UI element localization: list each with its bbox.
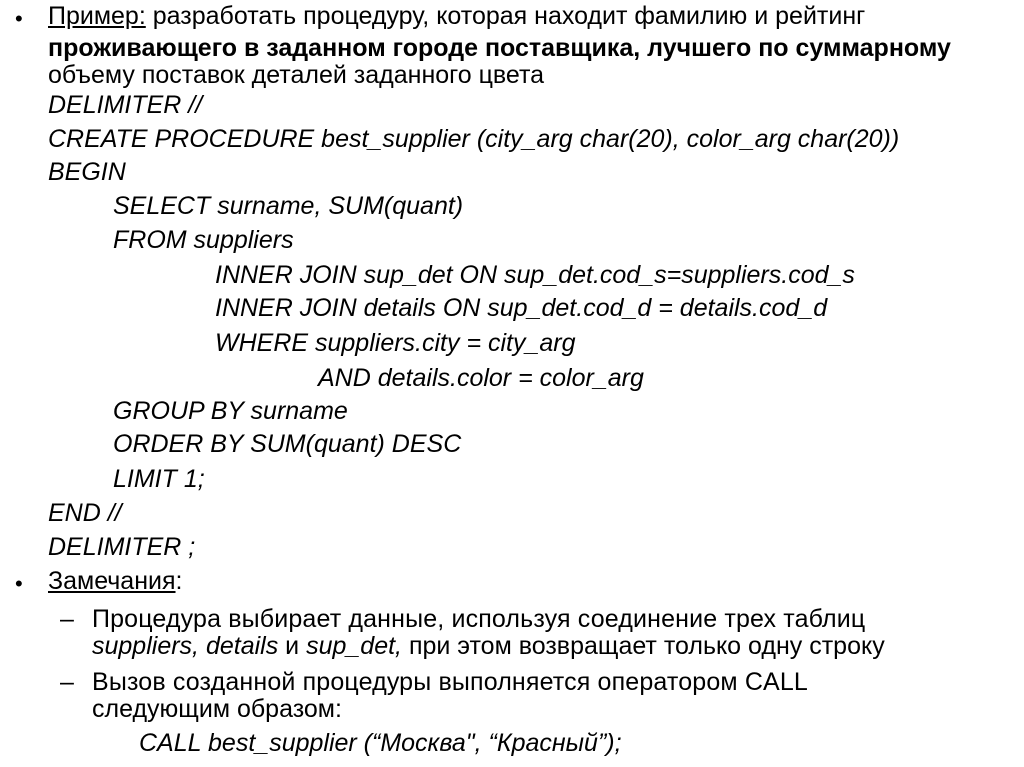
note-2-line-2: следующим образом: xyxy=(92,695,342,723)
code-line-from: FROM suppliers xyxy=(113,226,294,254)
note-1-table-sup-det: sup_det, xyxy=(306,632,402,660)
note-1-rest: при этом возвращает только одну строку xyxy=(402,632,885,660)
notes-colon: : xyxy=(175,567,183,595)
bullet-notes: • xyxy=(15,571,23,596)
notes-heading xyxy=(48,565,182,598)
example-line-1-text: разработать процедуру, которая находит фамилию и рейтинг xyxy=(145,2,866,30)
code-line-begin: BEGIN xyxy=(48,158,126,186)
note-1-tables: suppliers, details xyxy=(92,632,279,660)
code-line-join-sup-det: INNER JOIN sup_det ON sup_det.cod_s=suppliers.cod_s xyxy=(215,261,855,289)
code-line-delimiter: DELIMITER // xyxy=(48,91,203,119)
note-1-dash: – xyxy=(60,605,74,633)
code-line-create-procedure: CREATE PROCEDURE best_supplier (city_arg char(20), color_arg char(20)) xyxy=(48,125,900,153)
note-1-and: и xyxy=(278,632,307,660)
code-line-limit: LIMIT 1; xyxy=(113,465,205,493)
notes-label: Замечания xyxy=(48,567,176,595)
example-line-3: объему поставок деталей заданного цвета xyxy=(48,61,545,89)
code-line-delimiter-reset: DELIMITER ; xyxy=(48,533,196,561)
code-line-end: END // xyxy=(48,499,122,527)
bullet-example: • xyxy=(15,6,23,31)
code-line-where: WHERE suppliers.city = city_arg xyxy=(215,329,576,357)
note-1-line-2 xyxy=(92,630,885,663)
example-line-1 xyxy=(48,0,865,33)
code-line-join-details: INNER JOIN details ON sup_det.cod_d = details.cod_d xyxy=(215,294,828,322)
code-line-group-by: GROUP BY surname xyxy=(113,397,348,425)
note-2-line-1: Вызов созданной процедуры выполняется оператором CALL xyxy=(92,668,808,696)
note-1-line-1: Процедура выбирает данные, используя соединение трех таблиц xyxy=(92,605,866,633)
code-line-and: AND details.color = color_arg xyxy=(318,364,644,392)
note-2-dash: – xyxy=(60,668,74,696)
example-label: Пример: xyxy=(48,2,146,30)
example-line-2: проживающего в заданном городе поставщика, лучшего по суммарному xyxy=(48,34,951,62)
code-line-order-by: ORDER BY SUM(quant) DESC xyxy=(113,430,462,458)
code-line-call: CALL best_supplier (“Москва", “Красный”); xyxy=(139,729,622,757)
code-line-select: SELECT surname, SUM(quant) xyxy=(113,192,464,220)
